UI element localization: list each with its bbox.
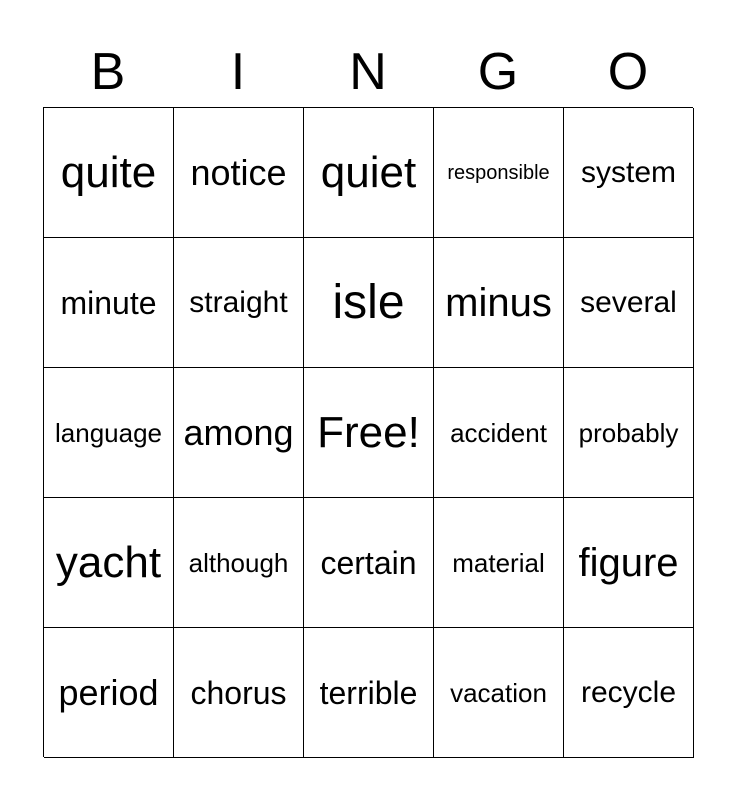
bingo-cell[interactable]: isle [304, 238, 434, 368]
bingo-cell free-space[interactable]: Free! [304, 368, 434, 498]
bingo-cell[interactable]: although [174, 498, 304, 628]
bingo-cell[interactable]: quite [44, 108, 174, 238]
bingo-cell[interactable]: chorus [174, 628, 304, 758]
bingo-cell[interactable]: responsible [434, 108, 564, 238]
bingo-cell[interactable]: recycle [564, 628, 694, 758]
bingo-cell[interactable]: several [564, 238, 694, 368]
bingo-cell[interactable]: period [44, 628, 174, 758]
header-letter-n: N [349, 43, 387, 101]
bingo-cell[interactable]: notice [174, 108, 304, 238]
bingo-cell[interactable]: system [564, 108, 694, 238]
bingo-cell[interactable]: certain [304, 498, 434, 628]
bingo-header [43, 40, 693, 104]
bingo-cell[interactable]: quiet [304, 108, 434, 238]
bingo-cell[interactable]: material [434, 498, 564, 628]
bingo-cell[interactable]: minus [434, 238, 564, 368]
bingo-cell[interactable]: yacht [44, 498, 174, 628]
header-letter-g: G [477, 43, 519, 101]
bingo-cell[interactable]: language [44, 368, 174, 498]
bingo-cell[interactable]: figure [564, 498, 694, 628]
bingo-cell[interactable]: among [174, 368, 304, 498]
header-letter-i: I [230, 43, 246, 101]
bingo-cell[interactable]: minute [44, 238, 174, 368]
bingo-cell[interactable]: probably [564, 368, 694, 498]
header-letter-b: B [90, 43, 126, 101]
bingo-cell[interactable]: terrible [304, 628, 434, 758]
bingo-cell[interactable]: vacation [434, 628, 564, 758]
bingo-cell[interactable]: accident [434, 368, 564, 498]
header-letter-o: O [607, 43, 649, 101]
bingo-board [43, 107, 693, 757]
bingo-cell[interactable]: straight [174, 238, 304, 368]
